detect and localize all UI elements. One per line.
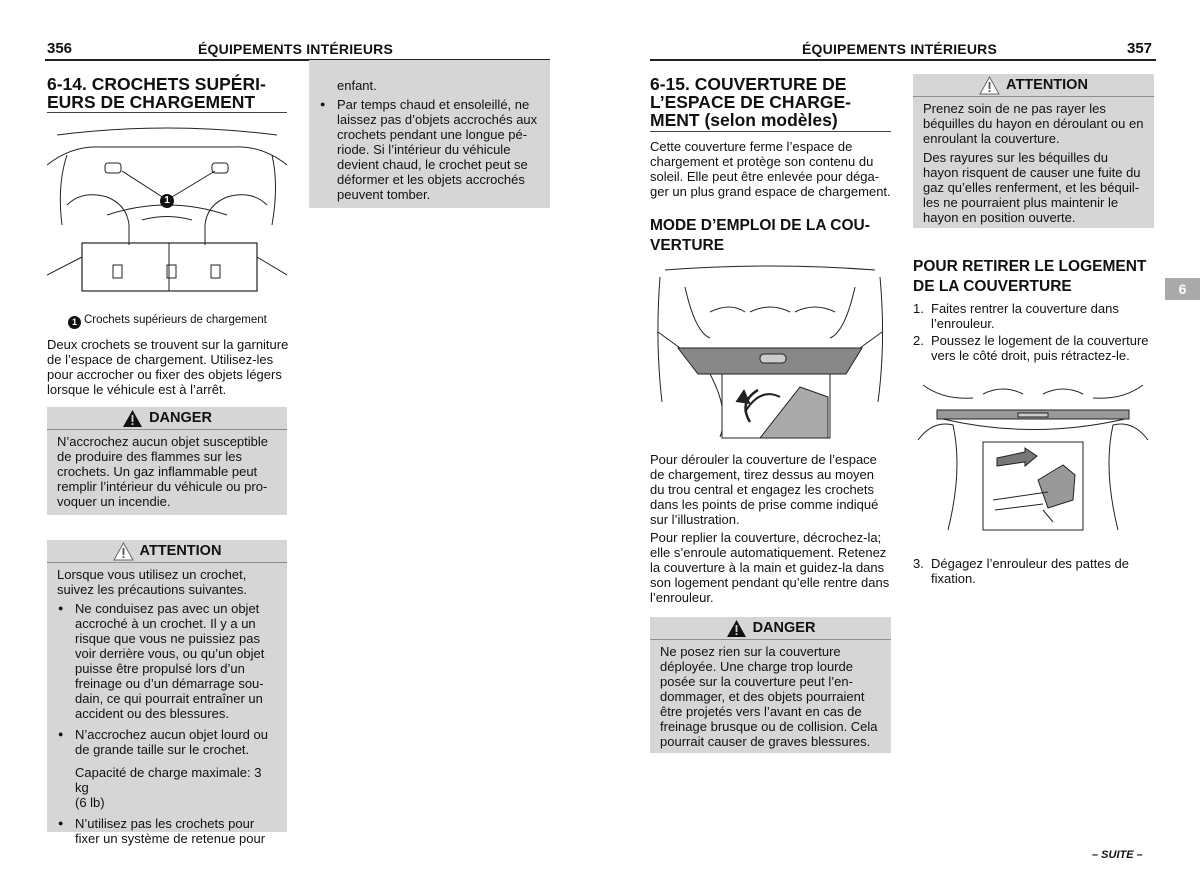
- running-head-right: ÉQUIPEMENTS INTÉRIEURS: [802, 41, 997, 57]
- warning-triangle-icon: [113, 542, 134, 561]
- danger-heading-right: DANGER: [650, 617, 891, 640]
- attention-bullet-2: ● N’accrochez aucun objet lourd ou de grande taille sur le crochet. Capacité de charge maximale: 3 kg (6 lb): [57, 727, 277, 810]
- heading-mode-emploi: MODE D’EMPLOI DE LA COU- VERTURE: [650, 217, 870, 254]
- step-3-block: [913, 556, 1158, 588]
- footer-suite: – SUITE –: [1092, 849, 1143, 861]
- attention-text-right: Prenez soin de ne pas rayer les béquilles du hayon en déroulant ou en enroulant la couverture. Des rayures sur les béquilles du hayon risquent de causer une fuite du gaz qu’elles renferment, et les béquil- les ne pourraient plus maintenir le hayon en position ouverte.: [923, 101, 1144, 225]
- danger-box-right: [650, 617, 891, 753]
- figure-caption-left: 1 Crochets supérieurs de chargement: [68, 313, 298, 329]
- warning-triangle-icon: [979, 76, 1000, 95]
- cover-unroll-illustration: [650, 262, 890, 440]
- callout-1-badge: 1: [68, 316, 81, 329]
- attention-bullet-3: ● N’utilisez pas les crochets pour fixer un système de retenue pour: [57, 816, 277, 846]
- attention-heading-left: ATTENTION: [47, 540, 287, 563]
- attention-continued-box: [309, 60, 550, 208]
- figure-remove-housing: [913, 380, 1153, 532]
- danger-heading-left: DANGER: [47, 407, 287, 430]
- section-title-6-14: 6-14. CROCHETS SUPÉRI- EURS DE CHARGEMENT: [47, 74, 266, 112]
- danger-text-left: N’accrochez aucun objet susceptible de produire des flammes sur les crochets. Un gaz inflammable peut remplir l’intérieur du véhicule ou pro- voquer un incendie.: [57, 434, 269, 509]
- header-rule-right: [650, 59, 1156, 61]
- paragraph-fold: Pour replier la couverture, décrochez-la; elle s’enroule automatiquement. Retenez la couverture à la main et guidez-la dans son logement pendant qu’elle rentre dans l’enrouleur.: [650, 530, 890, 605]
- title-underline-left: [47, 112, 287, 113]
- chapter-tab: 6: [1165, 278, 1200, 300]
- attention-box-right: [913, 74, 1154, 228]
- step-2: 2. Poussez le logement de la couverture vers le côté droit, puis rétractez-le.: [913, 333, 1149, 363]
- attention-continued-text: enfant. ● Par temps chaud et ensoleillé, ne laissez pas d’objets accrochés aux crochets pendant une longue pé- riode. Si l’intérieur du véhicule devient chaud, le crochet peut se déformer et les objets accrochés peuvent tomber.: [309, 60, 550, 214]
- steps-1-2: [913, 301, 1158, 365]
- housing-removal-illustration: [913, 380, 1153, 532]
- callout-1-marker: 1: [160, 194, 174, 208]
- attention-bullet-1: ● Ne conduisez pas avec un objet accroché à un crochet. Il y a un risque que vous ne puissiez pas voir derrière vous, ou qu’un objet puisse être propulsé lors d’un freinage ou d’un démarrage sou- dain, ce qui pourrait entraîner un accident ou des blessures.: [57, 601, 277, 721]
- page-number-right: 357: [1127, 40, 1153, 57]
- step-1: 1. Faites rentrer la couverture dans l’enrouleur.: [913, 301, 1119, 331]
- page-number-left: 356: [47, 40, 73, 57]
- figure-unroll-cover: [650, 262, 890, 440]
- figure-hooks: [47, 125, 287, 295]
- title-underline-right: [650, 131, 891, 132]
- attention-text-left: Lorsque vous utilisez un crochet, suivez les précautions suivantes. ● Ne conduisez pas avec un objet accroché à un crochet. Il y a un risque que vous ne puissiez pas voir derrière vous, ou qu’un objet puisse être propulsé lors d’un freinage ou d’un démarrage sou- dain, ce qui pourrait entraîner un accident ou des blessures. ● N’accrochez aucun objet lourd ou de grande taille sur le crochet. Capacité de charge maximale: 3 kg (6 lb) ● N’utilisez pas les crochets pour fixer un système de retenue pour: [47, 563, 287, 858]
- warning-triangle-icon: [726, 619, 747, 638]
- section-title-6-15: 6-15. COUVERTURE DE L’ESPACE DE CHARGE- MENT (selon modèles): [650, 74, 851, 130]
- step-3: 3. Dégagez l’enrouleur des pattes de fixation.: [913, 556, 1130, 586]
- cargo-hooks-illustration: [47, 125, 287, 295]
- paragraph-unroll: Pour dérouler la couverture de l’espace de chargement, tirez dessus au moyen du trou central et engagez les crochets dans les points de prise comme indiqué sur l’illustration.: [650, 452, 879, 527]
- warning-triangle-icon: [122, 409, 143, 428]
- attention-box-left: [47, 540, 287, 846]
- danger-box-left: [47, 407, 287, 515]
- running-head-left: ÉQUIPEMENTS INTÉRIEURS: [198, 41, 393, 57]
- intro-paragraph-right: Cette couverture ferme l’espace de chargement et protège son contenu du soleil. Elle peut être enlevée pour déga- ger un plus grand espace de chargement.: [650, 139, 891, 199]
- attention-bullet-4: ● Par temps chaud et ensoleillé, ne laissez pas d’objets accrochés aux crochets pendant une longue pé- riode. Si l’intérieur du véhicule devient chaud, le crochet peut se déformer et les objets accrochés peuvent tomber.: [319, 97, 540, 202]
- intro-paragraph-left: Deux crochets se trouvent sur la garniture de l’espace de chargement. Utilisez-les pour accrocher ou fixer des objets légers lorsque le véhicule est à l’arrêt.: [47, 337, 289, 397]
- danger-text-right: Ne posez rien sur la couverture déployée. Une charge trop lourde posée sur la couverture peut l’en- dommager, et des objets pourraient être projetés vers l’avant en cas de freinage brusque ou de collision. Cela pourrait causer de graves blessures.: [660, 644, 878, 749]
- load-capacity: Capacité de charge maximale: 3 kg: [75, 765, 262, 795]
- attention-heading-right: ATTENTION: [913, 74, 1154, 97]
- heading-retirer-logement: POUR RETIRER LE LOGEMENT DE LA COUVERTURE: [913, 258, 1147, 295]
